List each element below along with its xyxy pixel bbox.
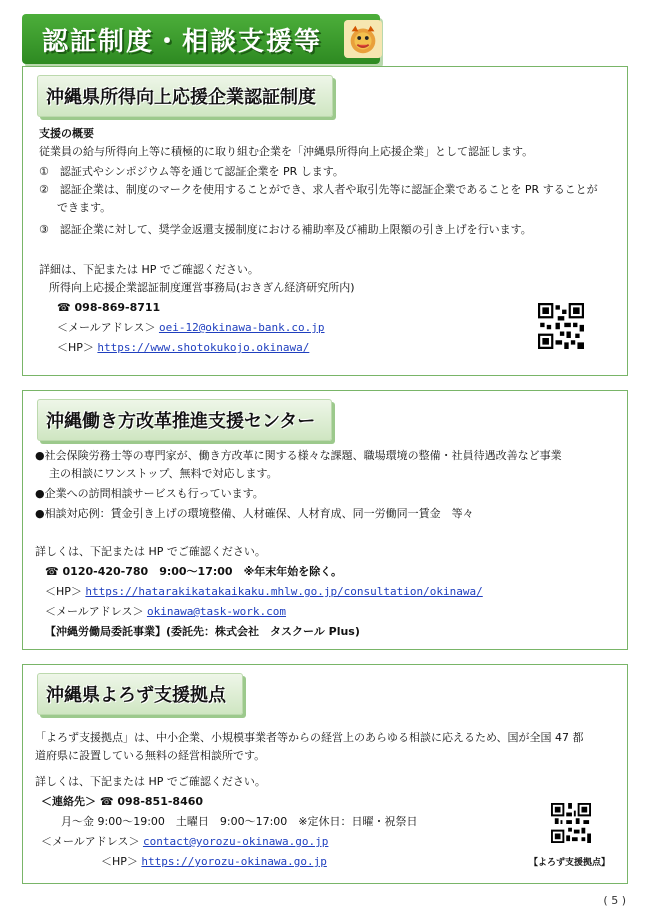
- bullet-1: ●社会保険労務士等の専門家が、働き方改革に関する様々な課題、職場環境の整備・社員待遇改善など事業: [35, 449, 562, 462]
- mail-link[interactable]: contact@yorozu-okinawa.go.jp: [142, 835, 329, 848]
- detail-intro: 詳しくは、下記または HP でご確認ください。: [35, 545, 266, 558]
- detail-intro: 詳細は、下記または HP でご確認ください。: [39, 263, 259, 276]
- overview-heading: 支援の概要: [39, 127, 94, 140]
- mail-link[interactable]: oei-12@okinawa-bank.co.jp: [158, 321, 325, 334]
- office-name: 所得向上応援企業認証制度運営事務局(おきぎん経済研究所内): [49, 281, 355, 294]
- overview-body: 従業員の給与所得向上等に積極的に取り組む企業を「沖縄県所得向上応援企業」として認証します。: [39, 145, 534, 158]
- section-title: 沖縄県よろず支援拠点: [46, 685, 226, 706]
- intro-line-2: 道府県に設置している無料の経営相談所です。: [35, 749, 266, 762]
- hp-link[interactable]: https://hatarakikatakaikaku.mhlw.go.jp/consultation/okinawa/: [85, 585, 483, 598]
- support-item-3: ③ 認証企業に対して、奨学金返還支援制度における補助率及び補助上限額の引き上げを行います。: [39, 223, 532, 236]
- hp-label: ＜HP＞: [45, 585, 82, 598]
- page-title: 認証制度・相談支援等: [42, 26, 323, 57]
- page-header-banner: [22, 14, 380, 64]
- section-title: 沖縄県所得向上応援企業認証制度: [46, 87, 316, 108]
- page-number: ( 5 ): [603, 894, 626, 907]
- work-style-reform-section: [22, 390, 628, 650]
- support-item-2-cont: できます。: [57, 201, 112, 214]
- section-title-box: [37, 75, 333, 117]
- section-title: 沖縄働き方改革推進支援センター: [46, 411, 316, 432]
- business-hours: 月～金 9:00～19:00 土曜日 9:00～17:00 ※定休日：日曜・祝祭日: [61, 815, 418, 828]
- section-title-box: [37, 399, 332, 441]
- mail-label: ＜メールアドレス＞: [41, 835, 140, 848]
- contact-phone: ＜連絡先＞ ☎ 098-851-8460: [41, 795, 204, 808]
- qr-caption: 【よろず支援拠点】: [529, 858, 611, 868]
- bullet-3: ●相談対応例：賃金引き上げの環境整備、人材確保、人材育成、同一労働同一賃金 等々: [35, 507, 474, 520]
- mail-label: ＜メールアドレス＞: [45, 605, 144, 618]
- mail-label: ＜メールアドレス＞: [57, 321, 156, 334]
- bullet-1-cont: 主の相談にワンストップ、無料で対応します。: [49, 467, 278, 480]
- commission-note: 【沖縄労働局委託事業】(委託先：株式会社 タスクール Plus): [45, 625, 360, 638]
- bullet-2: ●企業への訪問相談サービスも行っています。: [35, 487, 264, 500]
- qr-code-icon[interactable]: [538, 303, 584, 349]
- hp-link[interactable]: https://yorozu-okinawa.go.jp: [141, 855, 327, 868]
- qr-code-icon[interactable]: [551, 803, 591, 843]
- intro-line-1: 「よろず支援拠点」は、中小企業、小規模事業者等からの経営上のあらゆる相談に応えるため、国が全国 47 都: [35, 731, 584, 744]
- support-item-2: ② 認証企業は、制度のマークを使用することができ、求人者や取引先等に認証企業であることを PR することが: [39, 183, 598, 196]
- hp-label: ＜HP＞: [101, 855, 138, 868]
- income-certification-section: [22, 66, 628, 376]
- yorozu-support-section: [22, 664, 628, 884]
- phone-number: ☎ 098-869-8711: [57, 301, 161, 314]
- section-title-box: [37, 673, 243, 715]
- detail-intro: 詳しくは、下記または HP でご確認ください。: [35, 775, 266, 788]
- support-item-1: ① 認証式やシンポジウム等を通じて認証企業を PR します。: [39, 165, 344, 178]
- shisa-mascot-icon: [344, 20, 382, 58]
- hp-link[interactable]: https://www.shotokukojo.okinawa/: [97, 341, 310, 354]
- hp-label: ＜HP＞: [57, 341, 94, 354]
- mail-link[interactable]: okinawa@task-work.com: [146, 605, 287, 618]
- phone-number: ☎ 0120-420-780 9:00～17:00 ※年末年始を除く。: [45, 565, 343, 578]
